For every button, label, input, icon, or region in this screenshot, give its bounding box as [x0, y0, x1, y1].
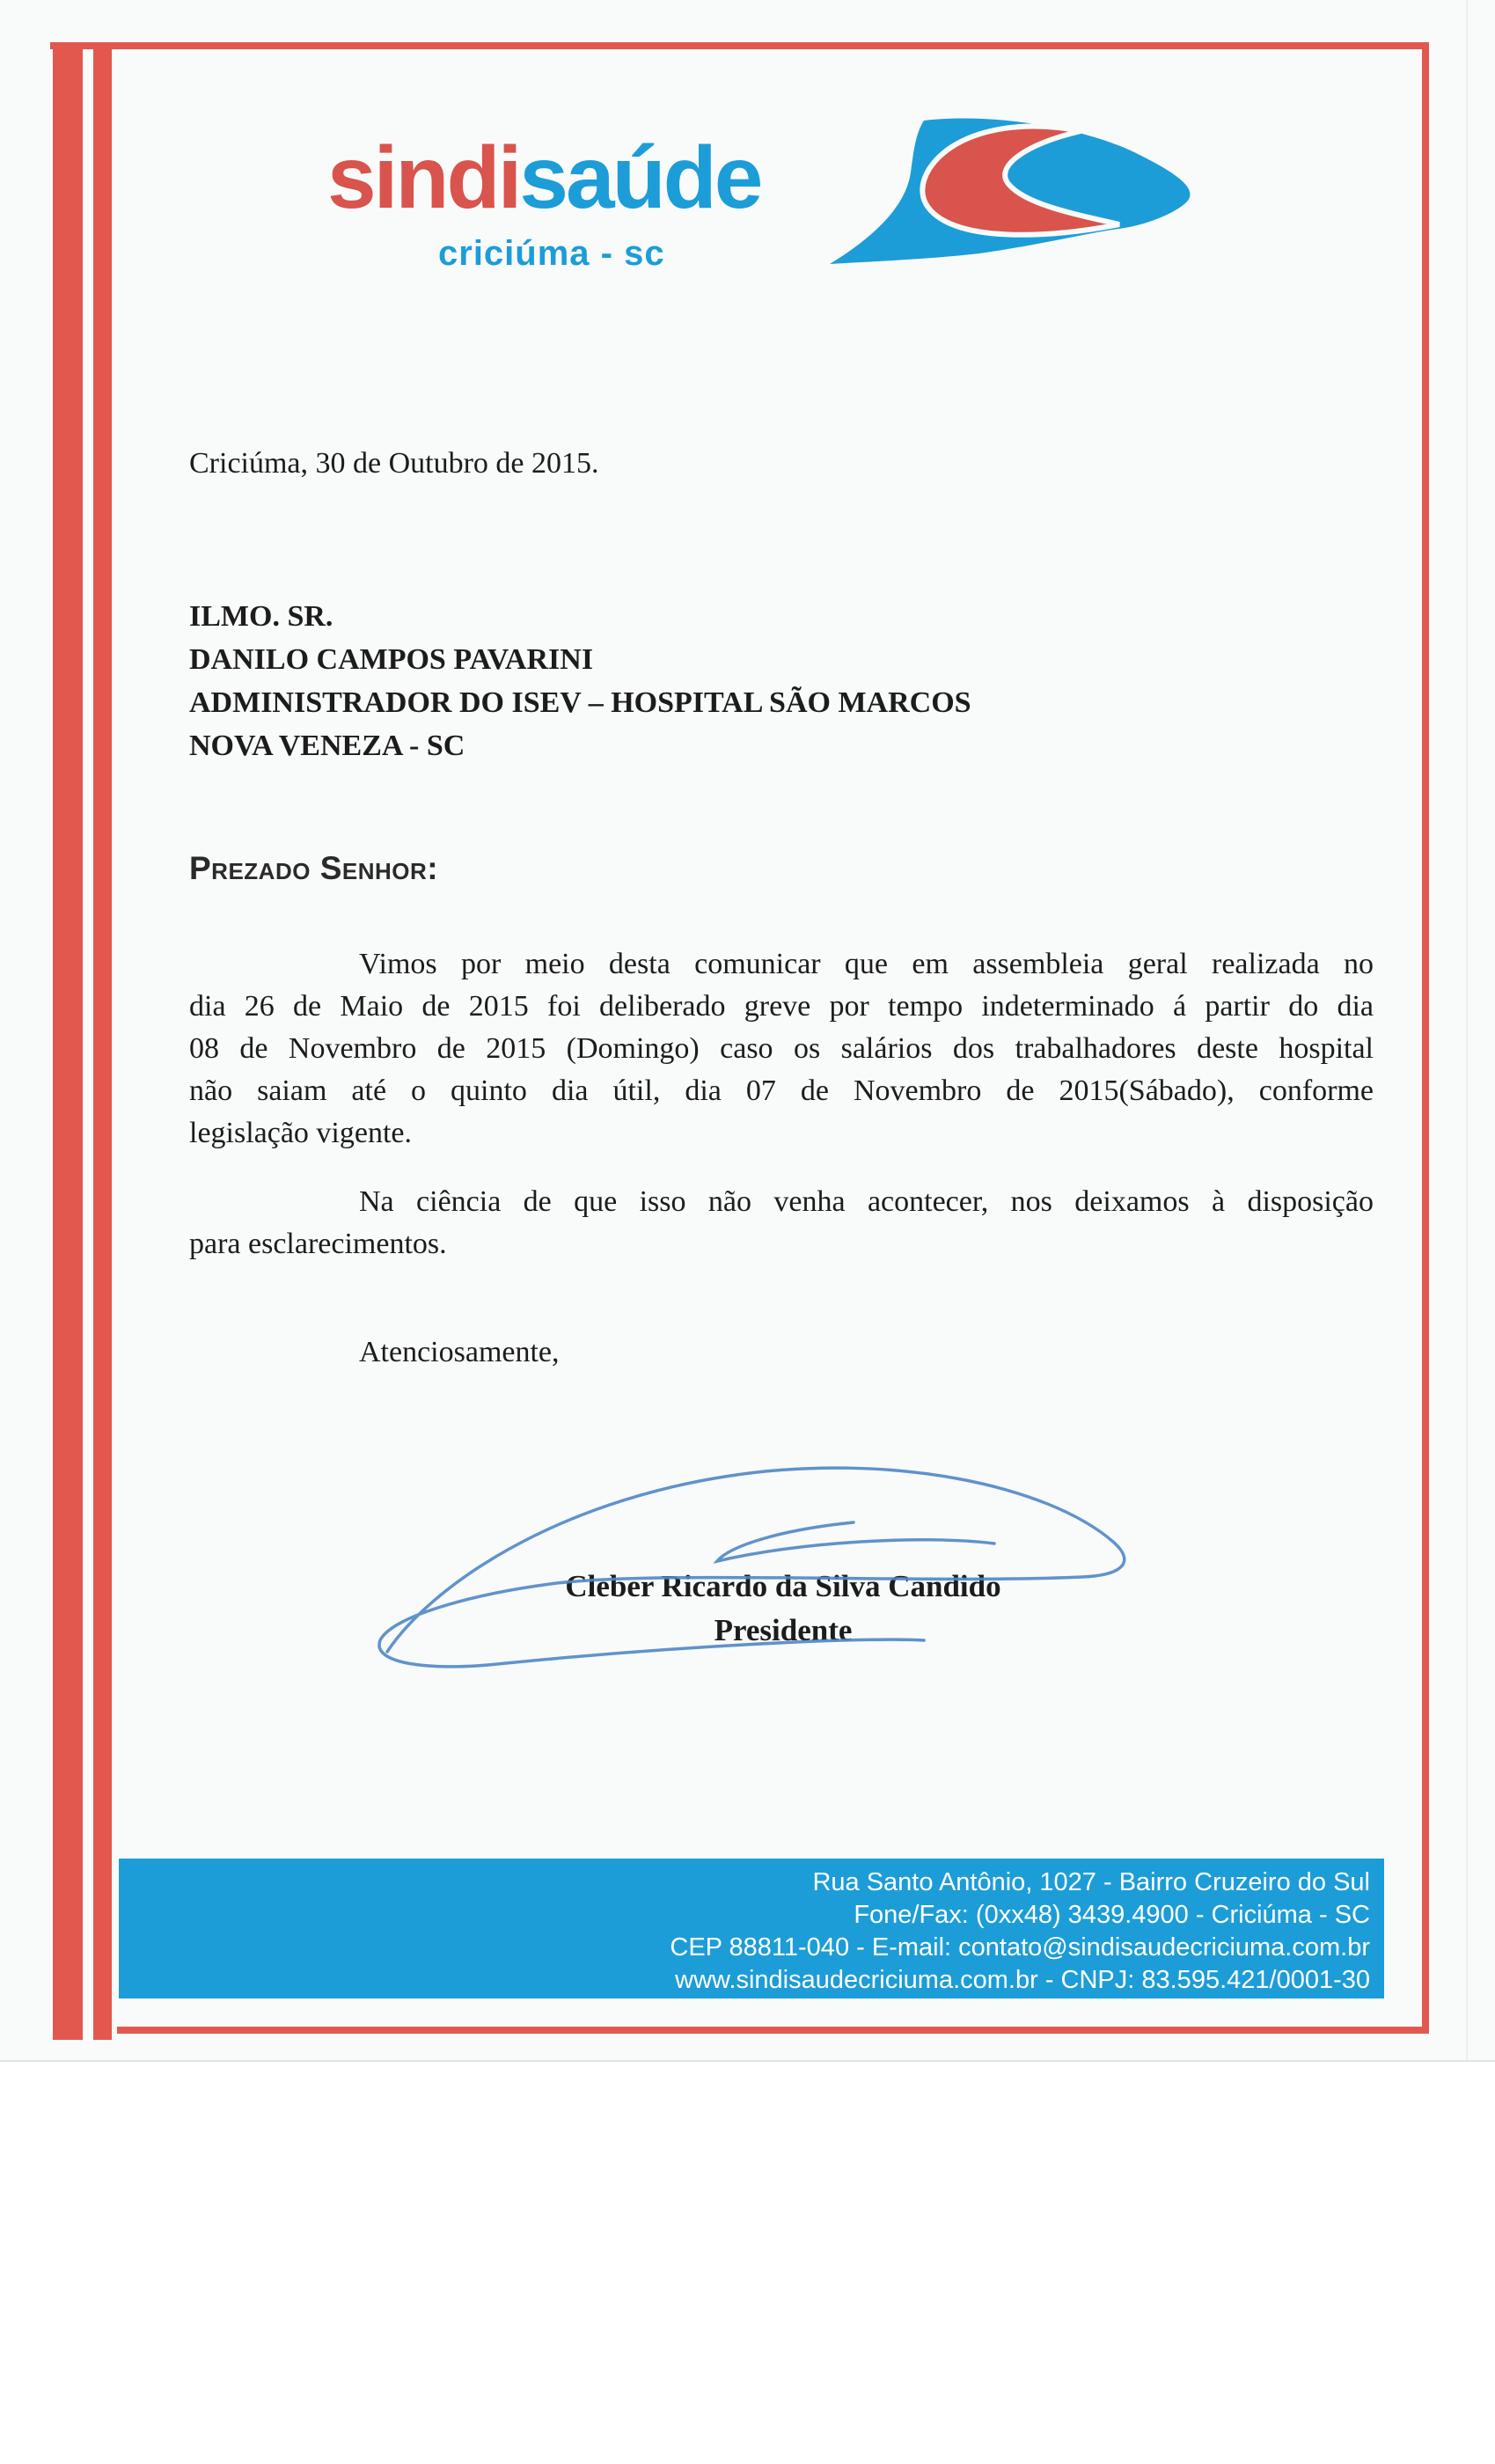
- frame-right-line: [1422, 42, 1429, 2034]
- body-paragraph-1: Vimos por meio desta comunicar que em assembleia geral realizada no dia 26 de Maio de 2015 foi deliberado greve por tempo indeterminado á partir do dia 08 de Novembro de 2015 (Domingo) caso os salários dos trabalhadores deste hospital não saiam até o quinto dia útil, dia 07 de Novembro de 2015(Sábado), conforme legislação vigente.: [189, 948, 1374, 1149]
- handwritten-signature-icon: [361, 1436, 1153, 1691]
- scan-paper-edge-bottom: [0, 2060, 1495, 2062]
- recipient-block: ILMO. SR. DANILO CAMPOS PAVARINI ADMINISTRADOR DO ISEV – HOSPITAL SÃO MARCOS NOVA VENEZA - SC: [189, 600, 971, 762]
- signer-title: Presidente: [714, 1613, 853, 1647]
- sindisaude-swoosh-icon: [823, 81, 1210, 327]
- logo-word-part1: sindi: [327, 128, 520, 227]
- body-paragraph-2: Na ciência de que isso não venha acontecer, nos deixamos à disposição para esclarecimentos.: [189, 1185, 1374, 1260]
- scan-paper-edge-right: [1466, 0, 1468, 2060]
- frame-top-line: [50, 42, 1429, 49]
- left-stripe-thick: [53, 49, 83, 2040]
- date-line: Criciúma, 30 de Outubro de 2015.: [189, 447, 599, 480]
- frame-bottom-line: [117, 2027, 1429, 2034]
- footer-address-text: Rua Santo Antônio, 1027 - Bairro Cruzeiro do Sul Fone/Fax: (0xx48) 3439.4900 - Criciúma - SC CEP 88811-040 - E-mail: contato@sindisaudecriciuma.com.br www.sindisaudecriciuma.com.br - CNPJ: 83.595.421/0001-30: [670, 1868, 1370, 1994]
- logo-word-part2: saúde: [519, 128, 761, 227]
- logo-subtitle: criciúma - sc: [438, 234, 665, 273]
- logo-wordmark: [327, 128, 761, 227]
- salutation: Prezado Senhor:: [189, 850, 439, 886]
- left-stripe-thin: [93, 49, 112, 2040]
- footer-address-bar: [119, 1859, 1384, 1998]
- signer-name: Cleber Ricardo da Silva Candido: [565, 1569, 1001, 1603]
- closing-phrase: Atenciosamente,: [359, 1336, 560, 1368]
